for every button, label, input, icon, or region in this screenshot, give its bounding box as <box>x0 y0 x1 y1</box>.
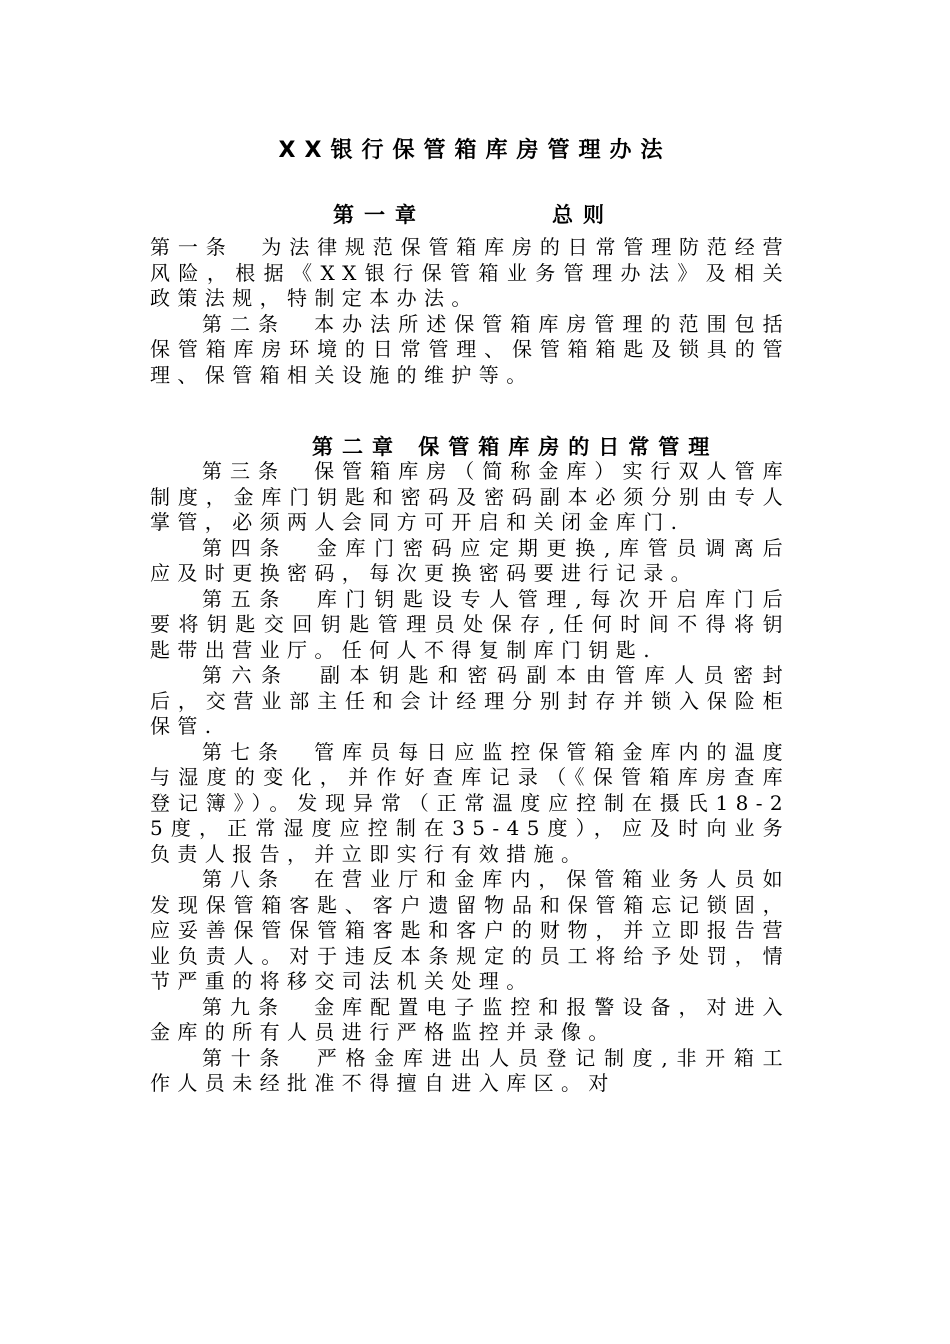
chapter-2-heading: 第二章 保管箱库房的日常管理 <box>312 435 719 459</box>
chapter-1-label: 第一章 <box>333 203 426 227</box>
article-2: 第二条 本办法所述保管箱库房管理的范围包括保管箱库房环境的日常管理、保管箱箱匙及锁具的管理、保管箱相关设施的维护等。 <box>150 311 790 387</box>
article-6: 第六条 副本钥匙和密码副本由管库人员密封后，交营业部主任和会计经理分别封存并锁入保险柜保管. <box>150 663 790 738</box>
article-3: 第三条 保管箱库房（简称金库）实行双人管库制度，金库门钥匙和密码及密码副本必须分别由专人掌管，必须两人会同方可开启和关闭金库门. <box>150 459 790 534</box>
article-5: 第五条 库门钥匙设专人管理,每次开启库门后要将钥匙交回钥匙管理员处保存,任何时间不得将钥匙带出营业厅。任何人不得复制库门钥匙. <box>150 586 790 662</box>
document-title: XX银行保管箱库房管理办法 <box>278 138 672 163</box>
article-4: 第四条 金库门密码应定期更换,库管员调离后应及时更换密码，每次更换密码要进行记录。 <box>150 535 790 585</box>
article-1: 第一条 为法律规范保管箱库房的日常管理防范经营风险，根据《XX银行保管箱业务管理办法》及相关政策法规，特制定本办法。 <box>150 235 790 310</box>
chapter-1-name: 总则 <box>552 203 614 227</box>
article-8: 第八条 在营业厅和金库内，保管箱业务人员如发现保管箱客匙、客户遗留物品和保管箱忘记锁固，应妥善保管保管箱客匙和客户的财物，并立即报告营业负责人。对于违反本条规定的员工将给予处罚，情节严重的将移交司法机关处理。 <box>150 867 790 993</box>
chapter-1-body <box>150 235 790 388</box>
article-9: 第九条 金库配置电子监控和报警设备，对进入金库的所有人员进行严格监控并录像。 <box>150 994 790 1044</box>
article-10: 第十条 严格金库进出人员登记制度,非开箱工作人员未经批准不得擅自进入库区。对 <box>150 1045 790 1095</box>
chapter-2-body <box>150 459 790 1097</box>
article-7: 第七条 管库员每日应监控保管箱金库内的温度与湿度的变化，并作好查库记录（《保管箱库房查库登记簿》）。发现异常（正常温度应控制在摄氏18-25度，正常湿度应控制在35-45度），应及时向业务负责人报告，并立即实行有效措施。 <box>150 739 790 866</box>
